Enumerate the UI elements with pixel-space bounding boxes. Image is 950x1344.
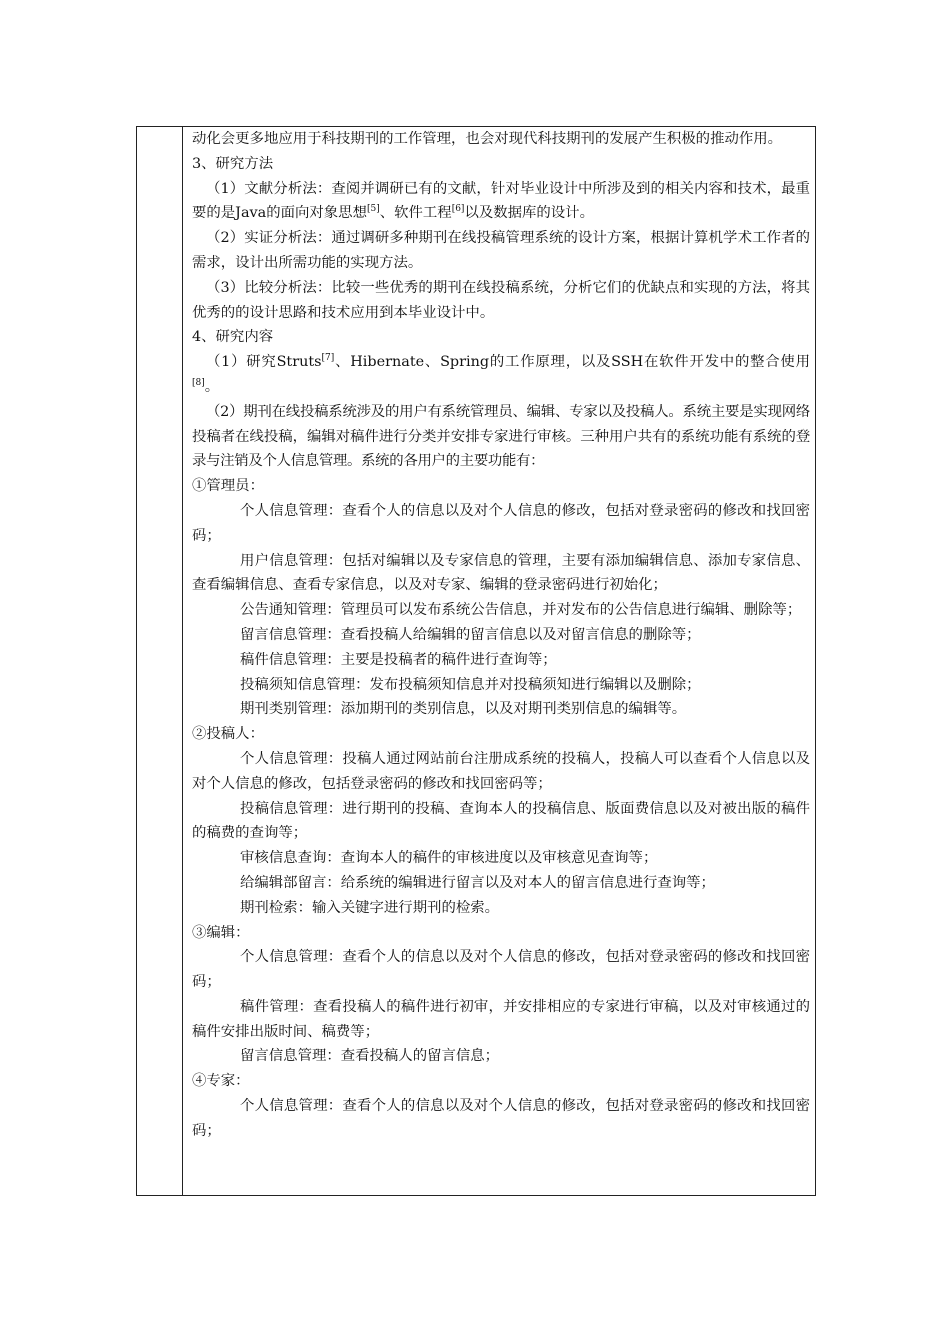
- author-function: 个人信息管理：投稿人通过网站前台注册成系统的投稿人，投稿人可以查看个人信息以及对个人信息的修改，包括登录密码的修改和找回密码等；: [192, 750, 810, 792]
- admin-function: 期刊类别管理：添加期刊的类别信息，以及对期刊类别信息的编辑等。: [240, 701, 687, 718]
- table-content-cell: [192, 127, 810, 1144]
- method-literature: （1）文献分析法：查阅并调研已有的文献，针对毕业设计中所涉及到的相关内容和技术，最重要的是Java的面向对象思想[5]、软件工程[6]以及数据库的设计。: [192, 180, 810, 222]
- editor-function: 留言信息管理：查看投稿人的留言信息；: [240, 1048, 500, 1065]
- heading-research-methods: 3、研究方法: [192, 155, 274, 172]
- author-function: 投稿信息管理：进行期刊的投稿、查询本人的投稿信息、版面费信息以及对被出版的稿件的稿费的查询等；: [192, 800, 810, 842]
- table-left-column: [137, 127, 183, 1195]
- author-function: 给编辑部留言：给系统的编辑进行留言以及对本人的留言信息进行查询等；: [240, 874, 715, 891]
- editor-function: 稿件管理：查看投稿人的稿件进行初审，并安排相应的专家进行审稿，以及对审核通过的稿件安排出版时间、稿费等；: [192, 998, 810, 1040]
- content-item-2: （2）期刊在线投稿系统涉及的用户有系统管理员、编辑、专家以及投稿人。系统主要是实现网络投稿者在线投稿，编辑对稿件进行分类并安排专家进行审核。三种用户共有的系统功能有系统的登录与注销及个人信息管理。系统的各用户的主要功能有：: [192, 403, 810, 470]
- author-function: 期刊检索：输入关键字进行期刊的检索。: [240, 899, 500, 916]
- method-comparative: （3）比较分析法：比较一些优秀的期刊在线投稿系统，分析它们的优缺点和实现的方法，将其优秀的的设计思路和技术应用到本毕业设计中。: [192, 279, 810, 321]
- document-table: [136, 126, 816, 1196]
- method-empirical: （2）实证分析法：通过调研多种期刊在线投稿管理系统的设计方案，根据计算机学术工作者的需求，设计出所需功能的实现方法。: [192, 230, 810, 271]
- content-item-1: （1）研究Struts[7]、Hibernate、Spring的工作原理，以及SSH在软件开发中的整合使用[8]。: [192, 353, 810, 395]
- expert-function: 个人信息管理：查看个人的信息以及对个人信息的修改，包括对登录密码的修改和找回密码；: [192, 1098, 810, 1139]
- admin-function: 公告通知管理：管理员可以发布系统公告信息，并对发布的公告信息进行编辑、删除等；: [240, 602, 802, 619]
- role-expert-heading: ④专家：: [192, 1073, 250, 1090]
- role-author-heading: ②投稿人：: [192, 726, 264, 743]
- admin-function: 留言信息管理：查看投稿人给编辑的留言信息以及对留言信息的删除等；: [240, 626, 701, 643]
- admin-function: 投稿须知信息管理：发布投稿须知信息并对投稿须知进行编辑以及删除；: [240, 676, 701, 693]
- role-admin-heading: ①管理员：: [192, 478, 264, 495]
- admin-function: 用户信息管理：包括对编辑以及专家信息的管理，主要有添加编辑信息、添加专家信息、查看编辑信息、查看专家信息，以及对专家、编辑的登录密码进行初始化；: [192, 552, 810, 594]
- role-editor-heading: ③编辑：: [192, 924, 250, 941]
- heading-research-content: 4、研究内容: [192, 329, 274, 346]
- paragraph-continuation: 动化会更多地应用于科技期刊的工作管理，也会对现代科技期刊的发展产生积极的推动作用。: [192, 131, 783, 147]
- editor-function: 个人信息管理：查看个人的信息以及对个人信息的修改，包括对登录密码的修改和找回密码；: [192, 949, 810, 991]
- author-function: 审核信息查询：查询本人的稿件的审核进度以及审核意见查询等；: [240, 850, 658, 867]
- admin-function: 个人信息管理：查看个人的信息以及对个人信息的修改，包括对登录密码的修改和找回密码；: [192, 502, 810, 544]
- admin-function: 稿件信息管理：主要是投稿者的稿件进行查询等；: [240, 651, 557, 668]
